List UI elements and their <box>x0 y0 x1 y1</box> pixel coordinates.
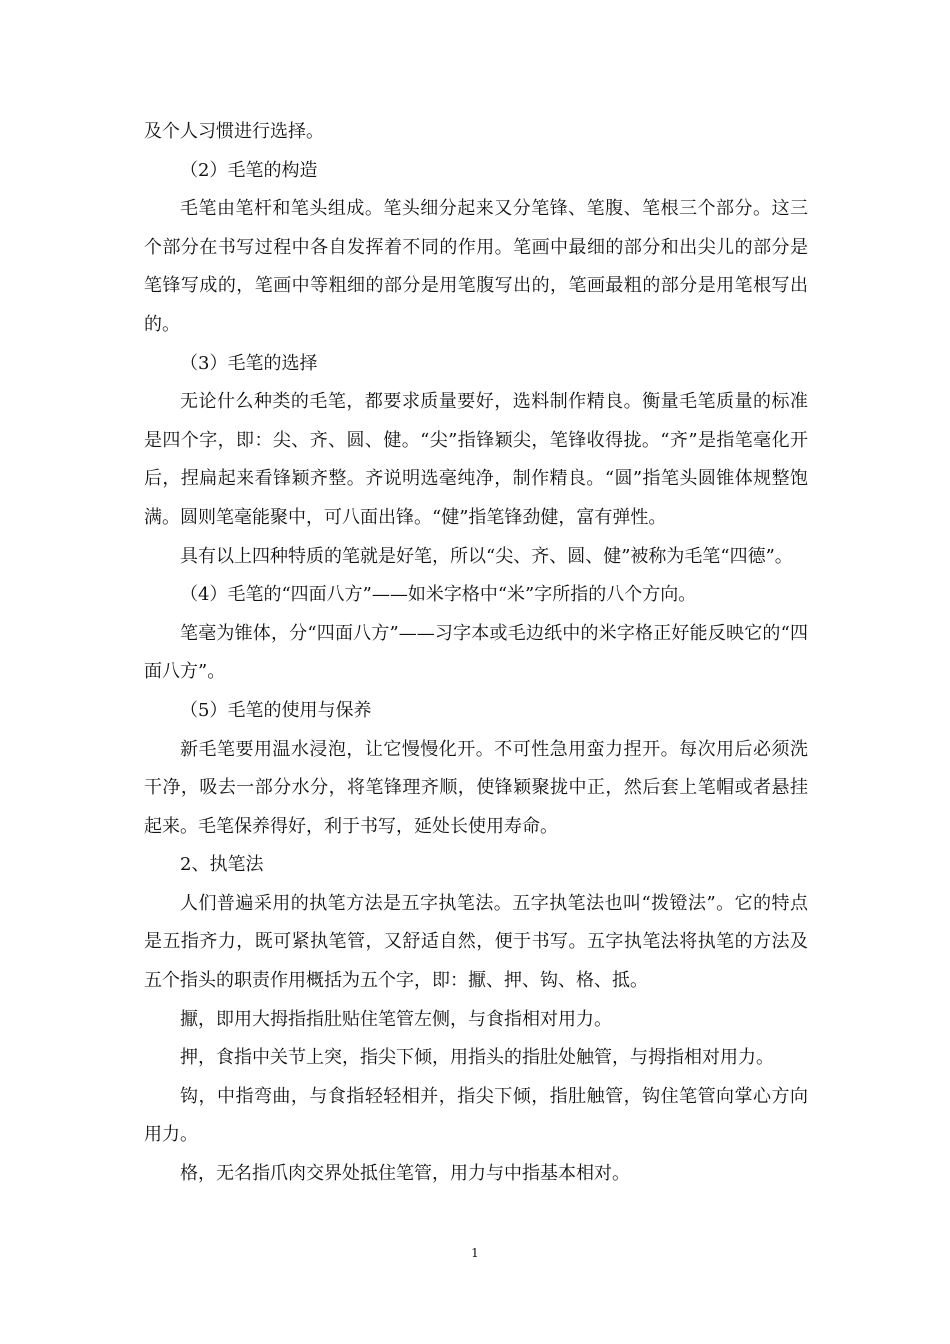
section-heading: （4）毛笔的“四面八方”——如米字格中“米”字所指的八个方向。 <box>180 584 697 606</box>
section-heading: （2）毛笔的构造 <box>180 159 318 181</box>
paragraph: 格，无名指爪肉交界处抵住笔管，用力与中指基本相对。 <box>180 1163 630 1185</box>
paragraph: 人们普遍采用的执笔方法是五字执笔法。五字执笔法也叫“拨镫法”。它的特点是五指齐力，既可紧执笔管，又舒适自然，便于书写。五字执笔法将执笔的方法及五个指头的职责作用概括为五个字，即：擫、押、钩、格、抵。 <box>144 892 808 992</box>
paragraph: 擫，即用大拇指指肚贴住笔管左侧，与食指相对用力。 <box>180 1008 612 1030</box>
paragraph: 笔毫为锥体，分“四面八方”——习字本或毛边纸中的米字格正好能反映它的“四面八方”。 <box>144 622 808 683</box>
page-number: 1 <box>471 1246 479 1260</box>
paragraph: 及个人习惯进行选择。 <box>144 121 324 142</box>
paragraph: 毛笔由笔杆和笔头组成。笔头细分起来又分笔锋、笔腹、笔根三个部分。这三个部分在书写过程中各自发挥着不同的作用。笔画中最细的部分和出尖儿的部分是笔锋写成的，笔画中等粗细的部分是用笔腹写出的，笔画最粗的部分是用笔根写出的。 <box>144 198 808 335</box>
paragraph: 押，食指中关节上突，指尖下倾，用指头的指肚处触管，与拇指相对用力。 <box>180 1047 774 1069</box>
paragraph: 钩，中指弯曲，与食指轻轻相并，指尖下倾，指肚触管，钩住笔管向掌心方向用力。 <box>144 1085 808 1146</box>
paragraph: 具有以上四种特质的笔就是好笔，所以“尖、齐、圆、健”被称为毛笔“四德”。 <box>180 545 793 567</box>
document-body <box>144 113 808 1194</box>
section-heading: 2、执笔法 <box>180 854 264 876</box>
paragraph: 无论什么种类的毛笔，都要求质量要好，选料制作精良。衡量毛笔质量的标准是四个字，即：尖、齐、圆、健。“尖”指锋颖尖，笔锋收得拢。“齐”是指笔毫化开后，捏扁起来看锋颖齐整。齐说明选毫纯净，制作精良。“圆”指笔头圆锥体规整饱满。圆则笔毫能聚中，可八面出锋。“健”指笔锋劲健，富有弹性。 <box>144 391 808 528</box>
paragraph: 新毛笔要用温水浸泡，让它慢慢化开。不可性急用蛮力捏开。每次用后必须洗干净，吸去一部分水分，将笔锋理齐顺，使锋颖聚拢中正，然后套上笔帽或者悬挂起来。毛笔保养得好，利于书写，延处长使用寿命。 <box>144 738 808 837</box>
section-heading: （3）毛笔的选择 <box>180 352 318 374</box>
section-heading: （5）毛笔的使用与保养 <box>180 699 372 721</box>
